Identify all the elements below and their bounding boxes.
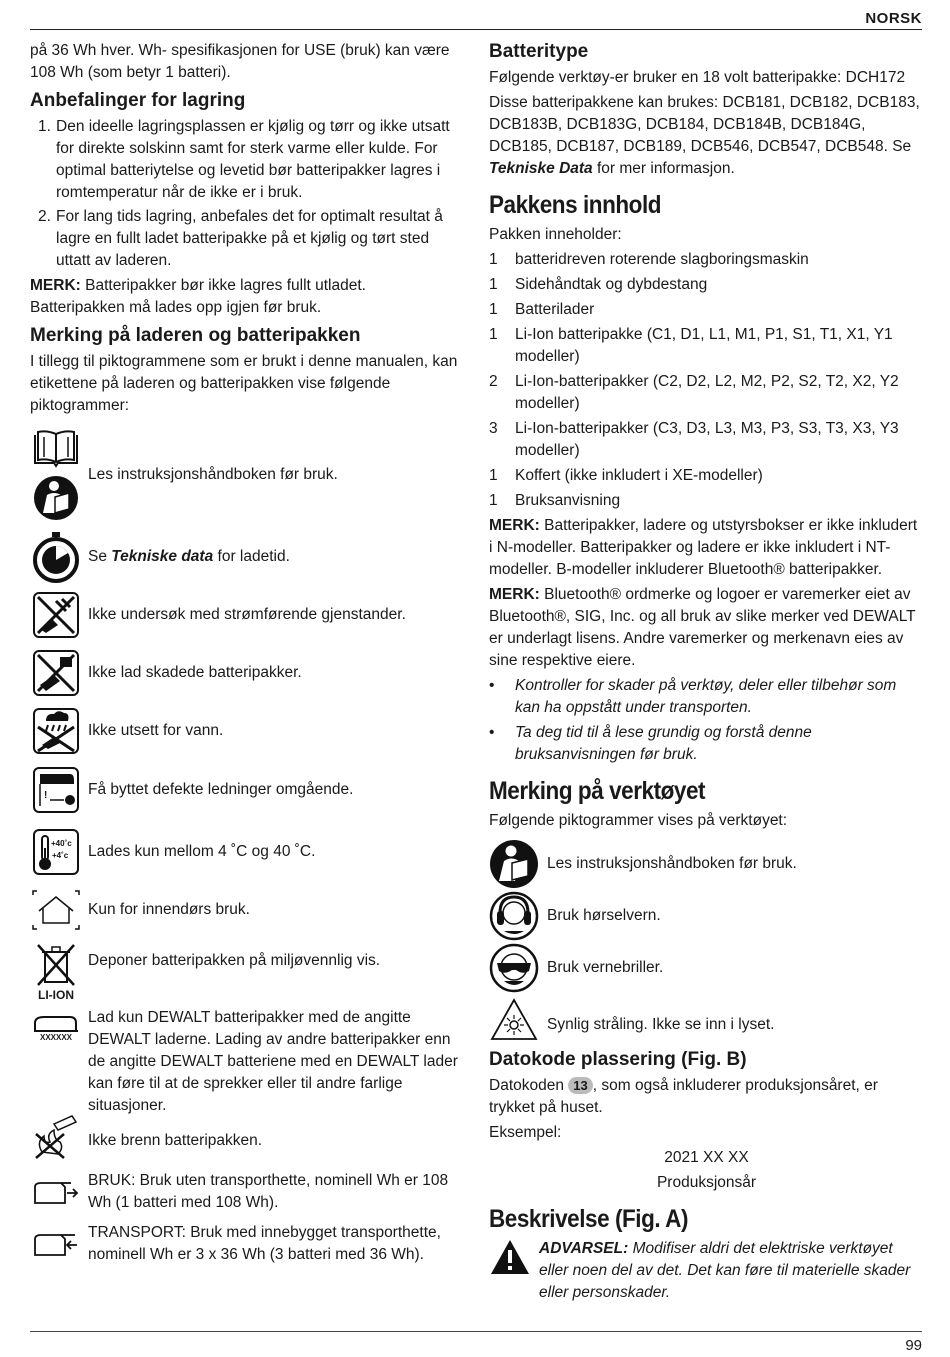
text-part: Modifiser aldri det elektriske verktøyet eller noen del av det. Det kan føre til materielle skader eller personskader.: [539, 1240, 911, 1301]
warning-label: ADVARSEL:: [539, 1240, 629, 1257]
text-part: Se: [88, 548, 112, 565]
item-text: batteridreven roterende slagboringsmaskin: [515, 251, 809, 268]
pictogram-dewalt-only: [30, 1007, 460, 1114]
open-book-icon: [33, 429, 79, 469]
text-part: Datokoden: [489, 1077, 569, 1094]
temp-high-label: +40˚c: [51, 839, 72, 848]
pictogram-temperature: [30, 823, 460, 881]
list-item: [489, 465, 924, 487]
package-intro: Pakken inneholder:: [489, 226, 622, 243]
list-item: [489, 299, 924, 321]
tool-pictogram-radiation: [489, 994, 924, 1046]
example-value: 2021 XX XX: [664, 1149, 749, 1166]
datecode-heading: Datokode plassering (Fig. B): [489, 1049, 747, 1070]
language-label: NORSK: [865, 10, 922, 27]
pictogram-dispose: [30, 939, 460, 1005]
marking-intro: I tillegg til piktogrammene som er brukt i denne manualen, kan etikettene på laderen og batteripakken vise følgende piktogrammer:: [30, 353, 458, 414]
list-item: [489, 249, 924, 271]
read-manual-icon: [33, 475, 79, 521]
item-text: Li-Ion-batteripakker (C2, D2, L2, M2, P2, S2, T2, X2, Y2 modeller): [515, 373, 899, 412]
pictogram-text: BRUK: Bruk uten transporthette, nominell Wh er 108 Wh (1 batteri med 108 Wh).: [88, 1172, 449, 1211]
quantity: 1: [489, 492, 498, 509]
item-text: Koffert (ikke inkludert i XE-modeller): [515, 467, 763, 484]
list-item: [489, 418, 924, 462]
pictogram-use: [30, 1167, 460, 1217]
pictogram-text: Bruk vernebriller.: [547, 959, 664, 976]
pictogram-text: [82, 546, 290, 568]
pictogram-replace-cords: [30, 761, 460, 819]
item-text: Sidehåndtak og dybdestang: [515, 276, 708, 293]
storage-heading: Anbefalinger for lagring: [30, 90, 246, 111]
tool-pictogram-read-manual: [489, 838, 924, 890]
svg-text:!: !: [44, 790, 48, 801]
note-text: Batteripakker bør ikke lagres fullt utladet. Batteripakken må lades opp igjen før bruk.: [30, 277, 366, 316]
callout-badge: 13: [568, 1077, 592, 1094]
list-item: [30, 206, 460, 272]
list-number: 1.: [38, 118, 51, 135]
storage-note: [30, 275, 460, 319]
pictogram-text: Ikke undersøk med strømførende gjenstander.: [88, 606, 406, 623]
list-item: [489, 371, 924, 415]
package-heading: Pakkens innhold: [489, 191, 662, 219]
left-column: [30, 40, 460, 1269]
house-icon: [31, 889, 81, 931]
pictogram-no-damaged: [30, 645, 460, 701]
pictogram-read-manual: [30, 425, 460, 525]
pictogram-text: Ikke brenn batteripakken.: [88, 1132, 263, 1149]
pictogram-text: Synlig stråling. Ikke se inn i lyset.: [547, 1016, 775, 1033]
tech-data-ref: Tekniske Data: [489, 160, 593, 177]
list-item: [489, 274, 924, 296]
item-text: Bruksanvisning: [515, 492, 621, 509]
pictogram-no-water: [30, 703, 460, 759]
quantity: 1: [489, 251, 498, 268]
list-text: Den ideelle lagringsplassen er kjølig og tørr og ikke utsatt for direkte solskinn samt for sterk varme eller kulde. For optimal batteriytelse og levetid bør batteripakker lagres i romtemperatur når de ikke er i bruk.: [56, 118, 450, 201]
pictogram-text: Deponer batteripakken på miljøvennlig vis.: [88, 952, 381, 969]
pictogram-charge-time: [30, 529, 460, 585]
temp-low-label: +4˚c: [52, 851, 69, 860]
models-note: [489, 515, 924, 581]
pictogram-no-burn: [30, 1107, 460, 1165]
storage-list: [30, 116, 460, 272]
pictogram-indoor: [30, 883, 460, 937]
pictogram-no-probe: [30, 587, 460, 643]
item-text: Li-Ion-batteripakker (C3, D3, L3, M3, P3, S3, T3, X3, Y3 modeller): [515, 420, 899, 459]
text-part: for mer informasjon.: [592, 160, 735, 177]
battery-transport-icon: [31, 1229, 81, 1259]
list-item: [489, 324, 924, 368]
pictogram-transport: [30, 1219, 460, 1269]
item-text: Li-Ion batteripakke (C1, D1, L1, M1, P1, S1, T1, X1, Y1 modeller): [515, 326, 893, 365]
datecode-paragraph: [489, 1075, 924, 1119]
pictogram-text: TRANSPORT: Bruk med innebygget transporthette, nominell Wh er 3 x 36 Wh (3 batteri med 36 Wh).: [88, 1224, 441, 1263]
text-part: Disse batteripakkene kan brukes: DCB181, DCB182, DCB183, DCB183B, DCB183G, DCB184, DCB184B, DCB184G, DCB185, DCB187, DCB189, DCB546, DCB547, DCB548. Se: [489, 94, 920, 155]
laser-warning-icon: [489, 997, 539, 1043]
bullet-item: [489, 722, 924, 766]
model-placeholder: XXXXXX: [39, 1033, 72, 1042]
note-text: Batteripakker, ladere og utstyrsbokser er ikke inkludert i N-modeller. Batteripakker og ladere er ikke inkludert i NT-modeller. B-modeller inkluderer Bluetooth® batteripakker.: [489, 517, 918, 578]
pictogram-text: Ikke lad skadede batteripakker.: [88, 664, 302, 681]
list-number: 2.: [38, 208, 51, 225]
bullet-text: Ta deg tid til å lese grundig og forstå denne bruksanvisningen før bruk.: [515, 724, 812, 763]
quantity: 3: [489, 420, 498, 437]
example-label: Eksempel:: [489, 1124, 562, 1141]
marking-heading: Merking på laderen og batteripakken: [30, 325, 361, 346]
thermometer-icon: [32, 828, 80, 876]
read-manual-icon: [489, 839, 539, 889]
package-list: [489, 249, 924, 512]
ear-protection-icon: [489, 891, 539, 941]
battery-paragraph: Følgende verktøy-er bruker en 18 volt batteripakke: DCH172: [489, 69, 906, 86]
footer-rule: [30, 1331, 922, 1332]
crossed-bin-icon: [35, 942, 77, 988]
stopwatch-icon: [32, 531, 80, 583]
cord-warning-icon: [32, 766, 80, 814]
tool-marking-intro: Følgende piktogrammer vises på verktøyet:: [489, 812, 788, 829]
quantity: 1: [489, 467, 498, 484]
tech-data-ref: Tekniske data: [111, 548, 214, 565]
item-text: Batterilader: [515, 301, 595, 318]
example-caption: Produksjonsår: [656, 1174, 757, 1191]
list-item: [30, 116, 460, 204]
battery-use-icon: [31, 1177, 81, 1207]
charger-icon: [32, 1013, 80, 1033]
quantity: 1: [489, 301, 498, 318]
warning-text: [539, 1238, 924, 1304]
pictogram-text: Lades kun mellom 4 ˚C og 40 ˚C.: [88, 843, 316, 860]
bullet-icon: •: [489, 677, 495, 694]
warning-triangle-icon: [489, 1238, 531, 1276]
pictogram-text: Lad kun DEWALT batteripakker med de angitte DEWALT laderne. Lading av andre batteripakker enn de angitte DEWALT batteriene med en DEWALT lader kan føre til at de sprekker eller til andre farlige situasjoner.: [88, 1009, 458, 1114]
no-damaged-battery-icon: [32, 649, 80, 697]
list-text: For lang tids lagring, anbefales det for optimalt resultat å lagre en fullt ladet batteripakke på et kjølig og tørt sted uttatt av laderen.: [56, 208, 443, 269]
pictogram-text: Les instruksjonshåndboken før bruk.: [88, 466, 338, 483]
list-item: [489, 490, 924, 512]
no-probe-icon: [32, 591, 80, 639]
li-ion-label: LI-ION: [38, 988, 74, 1002]
no-water-icon: [32, 707, 80, 755]
pictogram-text: Les instruksjonshåndboken før bruk.: [547, 855, 797, 872]
quantity: 2: [489, 373, 498, 390]
battery-packs-paragraph: [489, 92, 924, 180]
bullet-icon: •: [489, 724, 495, 741]
note-label: MERK:: [489, 586, 540, 603]
right-column: [489, 40, 924, 1304]
header-rule: [30, 29, 922, 30]
tool-pictogram-ear: [489, 890, 924, 942]
text-part: for ladetid.: [213, 548, 290, 565]
text-part: , som også inkluderer produksjonsåret, er trykket på huset.: [489, 1077, 878, 1116]
bullet-text: Kontroller for skader på verktøy, deler eller tilbehør som kan ha oppstått under transporten.: [515, 677, 897, 716]
warning-block: [489, 1238, 924, 1304]
battery-heading: Batteritype: [489, 41, 589, 62]
note-text: Bluetooth® ordmerke og logoer er varemerker eiet av Bluetooth®, SIG, Inc. og all bruk av slike merker ved DEWALT er underlagt lisens. Andre varemerker og merkenavn eies av sine respektive eiere.: [489, 586, 916, 669]
note-label: MERK:: [489, 517, 540, 534]
eye-protection-icon: [489, 943, 539, 993]
pictogram-text: Kun for innendørs bruk.: [88, 901, 250, 918]
pictogram-text: Ikke utsett for vann.: [88, 722, 224, 739]
pictogram-text: Få byttet defekte ledninger omgående.: [88, 781, 354, 798]
no-fire-icon: [32, 1112, 80, 1160]
intro-text: på 36 Wh hver. Wh- spesifikasjonen for USE (bruk) kan være 108 Wh (som betyr 1 batteri).: [30, 42, 450, 81]
quantity: 1: [489, 326, 498, 343]
bullet-item: [489, 675, 924, 719]
page-number: 99: [905, 1337, 922, 1354]
bluetooth-note: [489, 584, 924, 672]
description-heading: Beskrivelse (Fig. A): [489, 1205, 688, 1233]
note-label: MERK:: [30, 277, 81, 294]
quantity: 1: [489, 276, 498, 293]
tool-marking-heading: Merking på verktøyet: [489, 777, 706, 805]
pictogram-text: Bruk hørselvern.: [547, 907, 661, 924]
tool-pictogram-eye: [489, 942, 924, 994]
